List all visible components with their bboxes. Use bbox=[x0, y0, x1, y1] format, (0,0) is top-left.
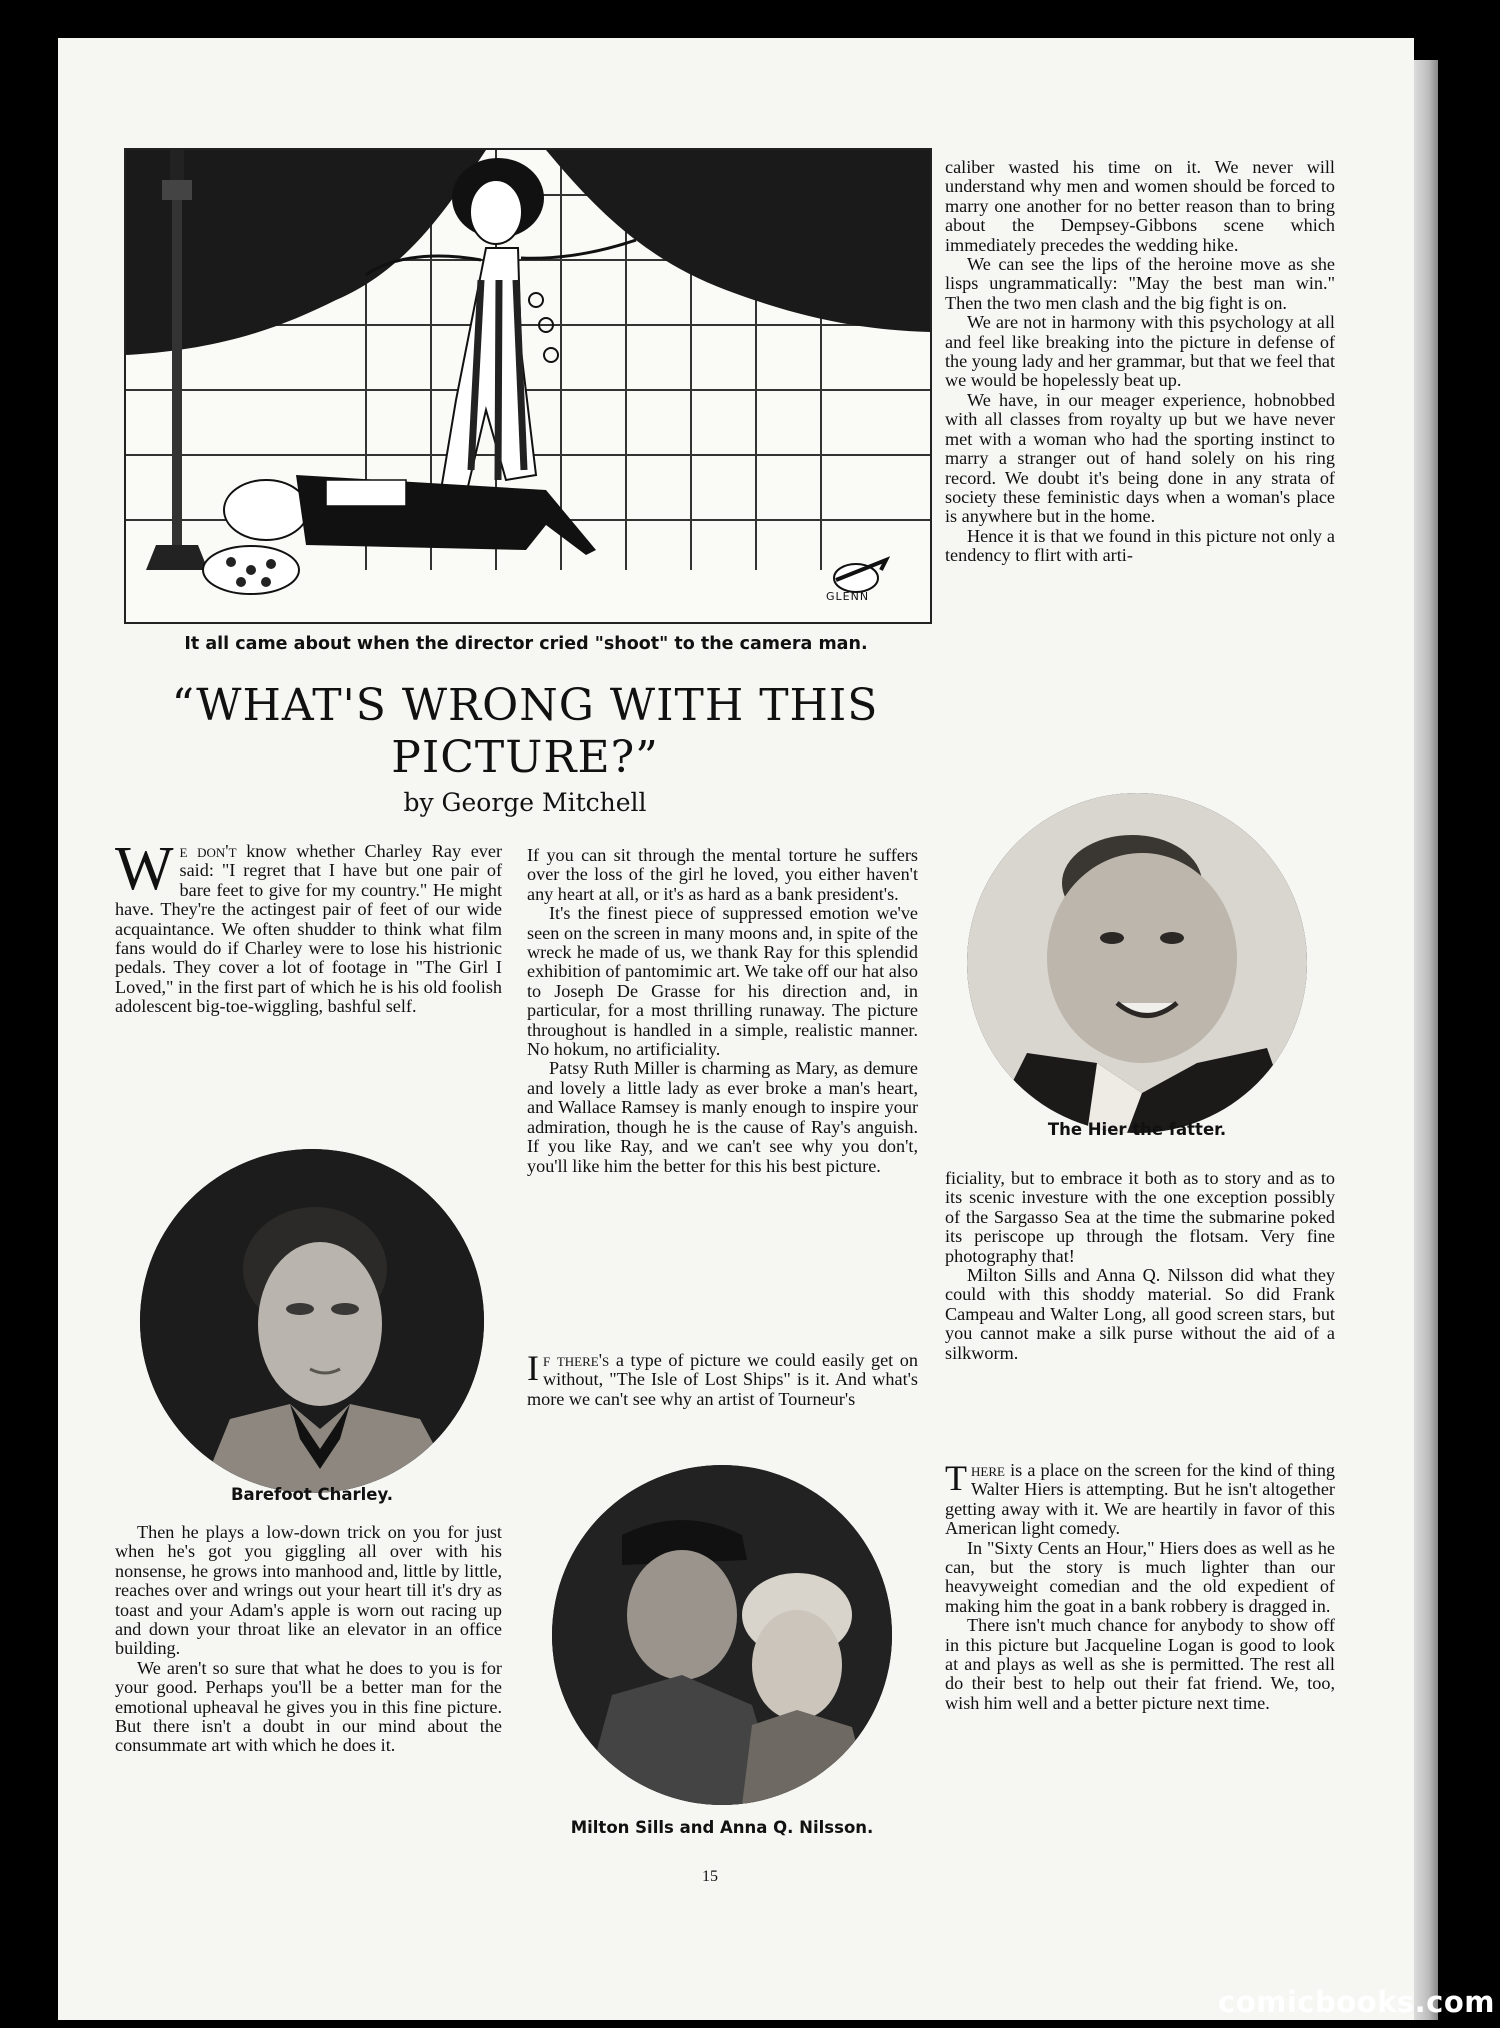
lead-words: f there's bbox=[543, 1350, 610, 1370]
article-title: “WHAT'S WRONG WITH THIS PICTURE?” bbox=[171, 680, 879, 783]
photo-caption-sills-nilsson: Milton Sills and Anna Q. Nilsson. bbox=[570, 1818, 874, 1837]
article-byline: by George Mitchell bbox=[403, 788, 647, 817]
photo-caption-hiers: The Hier the fatter. bbox=[1047, 1120, 1227, 1139]
paragraph: is a place on the screen for the kind of thing Walter Hiers is attempting. But he isn't altogether getting away with it. We are heartily in favor of this American light comedy. bbox=[945, 1460, 1336, 1539]
drop-cap: T bbox=[945, 1458, 967, 1498]
paragraph: In "Sixty Cents an Hour," Hiers does as well as he can, but the story is much lighter than our heavyweight comedian and the old expedient of making him the goat in a bank robbery is dragged in. bbox=[945, 1537, 1335, 1616]
photo-caption-charley: Barefoot Charley. bbox=[230, 1485, 393, 1504]
column-3-top bbox=[945, 158, 1335, 566]
paragraph: Patsy Ruth Miller is charming as Mary, as demure and lovely a little lady as ever broke a man's heart, and Wallace Ramsey is manly enough to inspire your admiration, though he is the cause of Ray's anguish. If you like Ray, and we can't see why you don't, you'll like him the better for this his best picture. bbox=[527, 1058, 918, 1176]
portrait-photo bbox=[552, 1465, 892, 1805]
paragraph: We aren't so sure that what he does to you is for your good. Perhaps you'll be a better man for the emotional upheaval he gives you in this fine picture. But there isn't a doubt in our mind about the consummate art with which he does it. bbox=[115, 1657, 502, 1756]
paragraph: We are not in harmony with this psychology at all and feel like breaking into the picture in defense of the young lady and her grammar, but that we feel that we would be hopelessly beat up. bbox=[945, 312, 1335, 391]
photo-charley-ray bbox=[140, 1149, 484, 1493]
paragraph: Hence it is that we found in this picture not only a tendency to flirt with arti- bbox=[945, 525, 1335, 566]
drop-cap: I bbox=[527, 1348, 539, 1388]
page-number: 15 bbox=[702, 1868, 718, 1885]
paragraph: caliber wasted his time on it. We never will understand why men and women should be forced to marry one another for no better reason than to bring about the Dempsey-Gibbons scene which immediately precedes the wedding hike. bbox=[945, 157, 1335, 255]
column-1-bottom bbox=[115, 1523, 502, 1756]
paragraph: We have, in our meager experience, hobnobbed with all classes from royalty up but we have never met with a woman who had the sporting instinct to marry a stranger out of hand solely on his ring record. We doubt it's being done in any strata of society these feministic days when a woman's place is anywhere but in the home. bbox=[945, 389, 1335, 527]
paragraph: We can see the lips of the heroine move as she lisps ungrammatically: "May the best man win." Then the two men clash and the big fight is on. bbox=[945, 254, 1335, 313]
paragraph: Then he plays a low-down trick on you for just when he's got you giggling all over with his nonsense, he grows into manhood and, little by little, reaches over and wrings out your heart till it's dry as toast and your Adam's apple is worn out racing up and down your throat like an elevator in an office building. bbox=[115, 1522, 502, 1659]
column-2-middle bbox=[527, 1348, 918, 1409]
paragraph: There isn't much chance for anybody to show off in this picture but Jacqueline Logan is good to look at and plays as well as she is permitted. The rest all do their best to help out their fat friend. We, too, wish him well and a better picture next time. bbox=[945, 1615, 1335, 1713]
photo-sills-nilsson bbox=[552, 1465, 892, 1805]
portrait-photo bbox=[967, 793, 1307, 1133]
column-3-bottom bbox=[945, 1169, 1335, 1363]
right-page-edge bbox=[1414, 60, 1438, 2020]
column-2-top bbox=[527, 846, 918, 1176]
column-1-top bbox=[115, 835, 503, 1017]
paragraph: It's the finest piece of suppressed emotion we've seen on the screen in many moons and, in spite of the wreck he made of us, we thank Ray for this splendid exhibition of pantomimic art. We take off our hat also to Joseph De Grasse for his direction and, in particular, for a most thrilling runaway. The picture throughout is handled in a simple, realistic manner. No hokum, no artificiality. bbox=[527, 903, 918, 1060]
cartoon-drawing bbox=[126, 150, 930, 622]
lead-words: here bbox=[971, 1460, 1005, 1480]
watermark: comicbooks.com bbox=[1218, 1985, 1495, 2019]
paragraph: ficiality, but to embrace it both as to story and as to its scenic investure with the one exception possibly of the Sargasso Sea at the time the submarine poked its periscope up through the flotsam. Very fine photography that! bbox=[945, 1168, 1335, 1266]
lead-words: e don't bbox=[179, 841, 237, 861]
cartoon-illustration bbox=[124, 148, 932, 624]
drop-cap: W bbox=[115, 835, 174, 903]
photo-walter-hiers bbox=[967, 793, 1307, 1133]
portrait-photo bbox=[140, 1149, 484, 1493]
column-3-final bbox=[945, 1458, 1336, 1713]
artist-signature: GLENN bbox=[826, 590, 870, 603]
paragraph: Milton Sills and Anna Q. Nilsson did what they could with this shoddy material. So did Frank Campeau and Walter Long, all good screen stars, but you cannot make a silk purse without the aid of a silkworm. bbox=[945, 1265, 1335, 1363]
paragraph: If you can sit through the mental torture he suffers over the loss of the girl he loved, you either haven't any heart at all, or it's as hard as a bank president's. bbox=[527, 845, 918, 904]
paragraph: know whether Charley Ray ever said: "I regret that I have but one pair of bare feet to give for my country." He might have. They're the actingest pair of feet of our wide acquaintance. We often shudder to think what film fans would do if Charley were to lose his histrionic pedals. They cover a lot of footage in "The Girl I Loved," in the first part of which he is his old foolish adolescent big-toe-wiggling, bashful self. bbox=[115, 841, 503, 1017]
illustration-caption: It all came about when the director cried "shoot" to the camera man. bbox=[184, 634, 868, 654]
paragraph: a type of picture we could easily get on without, "The Isle of Lost Ships" is it. And what's more we can't see why an artist of Tourneur's bbox=[527, 1350, 918, 1409]
